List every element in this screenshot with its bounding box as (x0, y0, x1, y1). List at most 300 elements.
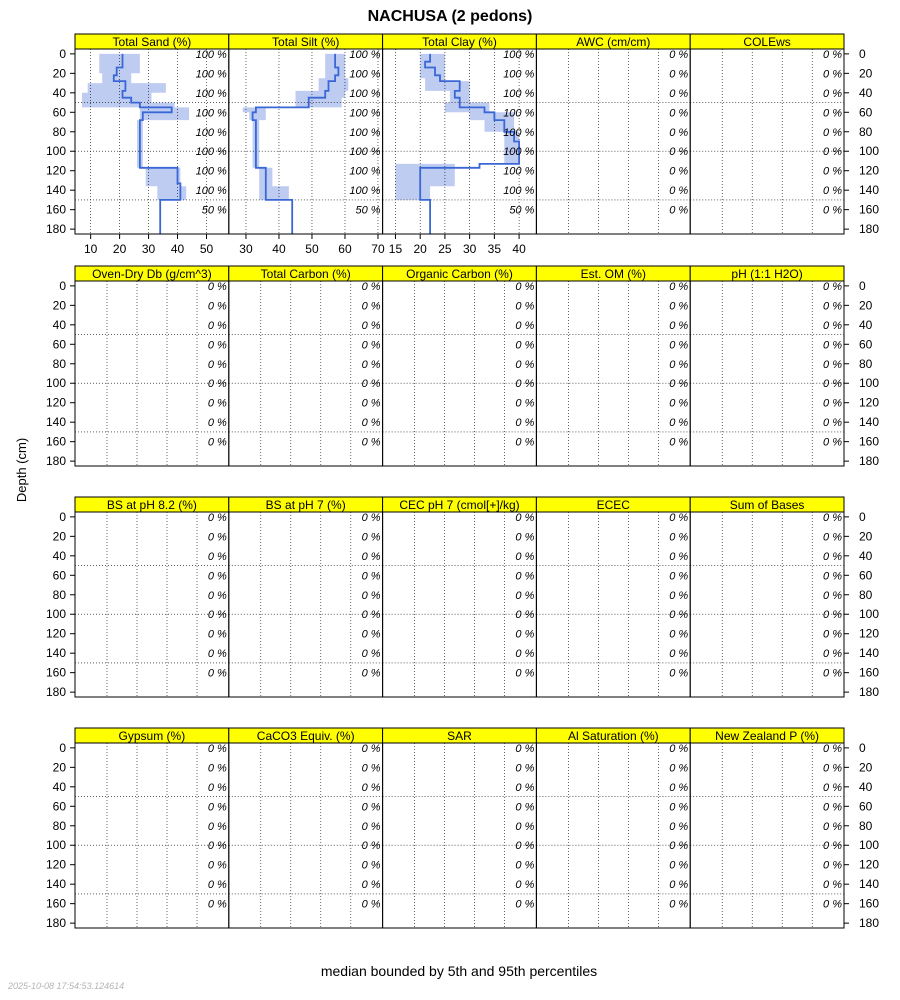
depth-tick-label-left: 80 (52, 818, 66, 833)
contributing-fraction-label: 0 % (823, 48, 842, 61)
panel (75, 728, 229, 928)
contributing-fraction-label: 0 % (361, 781, 381, 794)
depth-tick-label-left: 120 (45, 395, 66, 410)
contributing-fraction-label: 0 % (207, 762, 227, 775)
depth-tick-label-left: 20 (52, 298, 66, 313)
contributing-fraction-label: 0 % (361, 840, 381, 853)
contributing-fraction-label: 50 % (355, 204, 381, 217)
depth-tick-label-right: 140 (859, 877, 880, 892)
panel-border (690, 743, 844, 928)
contributing-fraction-label: 100 % (349, 48, 381, 61)
depth-tick-label-left: 60 (52, 799, 66, 814)
depth-tick-label-right: 180 (859, 685, 880, 700)
contributing-fraction-label: 100 % (195, 48, 227, 61)
panel-title: AWC (cm/cm) (576, 35, 651, 49)
panel-row-2 (46, 266, 879, 468)
depth-tick-label-left: 80 (52, 587, 66, 602)
chart-title: NACHUSA (2 pedons) (367, 8, 533, 25)
contributing-fraction-label: 0 % (823, 550, 842, 563)
contributing-fraction-label: 0 % (669, 378, 689, 391)
contributing-fraction-label: 0 % (361, 898, 381, 911)
contributing-fraction-label: 0 % (361, 801, 381, 814)
contributing-fraction-label: 0 % (361, 589, 381, 602)
contributing-fraction-label: 0 % (361, 397, 381, 410)
panel (383, 266, 537, 466)
contributing-fraction-label: 100 % (503, 165, 535, 178)
contributing-fraction-label: 0 % (823, 165, 842, 178)
depth-tick-label-left: 180 (45, 916, 66, 931)
contributing-fraction-label: 0 % (669, 609, 689, 622)
contributing-fraction-label: 0 % (515, 319, 535, 332)
panel-title: CEC pH 7 (cmol[+]/kg) (399, 498, 520, 512)
contributing-fraction-label: 0 % (669, 280, 689, 293)
contributing-fraction-label: 0 % (515, 436, 535, 449)
panel (536, 728, 690, 928)
contributing-fraction-label: 0 % (515, 781, 535, 794)
depth-tick-label-left: 120 (45, 857, 66, 872)
contributing-fraction-label: 0 % (823, 511, 842, 524)
depth-tick-label-right: 60 (859, 337, 873, 352)
contributing-fraction-label: 0 % (515, 648, 535, 661)
contributing-fraction-label: 0 % (669, 667, 689, 680)
contributing-fraction-label: 0 % (515, 589, 535, 602)
x-tick-label: 60 (338, 242, 352, 256)
contributing-fraction-label: 0 % (669, 300, 689, 313)
contributing-fraction-label: 0 % (361, 378, 381, 391)
depth-tick-label-right: 40 (859, 85, 873, 100)
panel-title: Al Saturation (%) (567, 729, 659, 743)
contributing-fraction-label: 0 % (361, 879, 381, 892)
depth-tick-label-right: 180 (859, 454, 880, 469)
contributing-fraction-label: 0 % (207, 358, 227, 371)
depth-tick-label-right: 180 (859, 916, 880, 931)
contributing-fraction-label: 0 % (823, 436, 842, 449)
depth-tick-label-left: 0 (59, 740, 66, 755)
panel-border (536, 743, 690, 928)
contributing-fraction-label: 0 % (361, 436, 381, 449)
contributing-fraction-label: 0 % (823, 840, 842, 853)
contributing-fraction-label: 0 % (669, 859, 689, 872)
contributing-fraction-label: 0 % (207, 840, 227, 853)
median-line (114, 54, 181, 234)
contributing-fraction-label: 0 % (669, 358, 689, 371)
panel-title: pH (1:1 H2O) (731, 267, 803, 281)
x-tick-label: 50 (199, 242, 214, 256)
depth-tick-label-right: 20 (859, 529, 873, 544)
contributing-fraction-label: 0 % (515, 417, 535, 430)
depth-tick-label-left: 40 (52, 85, 66, 100)
depth-tick-label-left: 120 (45, 163, 66, 178)
depth-tick-label-left: 20 (52, 760, 66, 775)
contributing-fraction-label: 0 % (361, 742, 381, 755)
panel-row-3 (46, 497, 879, 699)
panel-border (75, 512, 229, 697)
panel-border (383, 743, 537, 928)
depth-tick-label-left: 100 (45, 838, 66, 853)
panel-title: Total Silt (%) (272, 35, 340, 49)
depth-tick-label-left: 180 (45, 222, 66, 237)
contributing-fraction-label: 0 % (669, 820, 689, 833)
percentile-band (82, 54, 189, 200)
depth-tick-label-right: 20 (859, 760, 873, 775)
panel-title: Total Sand (%) (112, 35, 192, 49)
contributing-fraction-label: 0 % (823, 570, 842, 583)
percentile-band (396, 54, 520, 200)
panel-border (383, 512, 537, 697)
contributing-fraction-label: 0 % (361, 667, 381, 680)
panel-grid (46, 34, 879, 930)
depth-tick-label-right: 80 (859, 124, 873, 139)
contributing-fraction-label: 0 % (515, 859, 535, 872)
contributing-fraction-label: 0 % (823, 589, 842, 602)
contributing-fraction-label: 100 % (503, 107, 535, 120)
panel-border (536, 512, 690, 697)
contributing-fraction-label: 0 % (669, 648, 689, 661)
contributing-fraction-label: 0 % (669, 742, 689, 755)
contributing-fraction-label: 0 % (515, 609, 535, 622)
contributing-fraction-label: 0 % (207, 300, 227, 313)
contributing-fraction-label: 0 % (361, 319, 381, 332)
panel-title: Total Clay (%) (422, 35, 497, 49)
depth-tick-label-right: 140 (859, 415, 880, 430)
timestamp: 2025-10-08 17:54:53.124614 (8, 981, 125, 991)
contributing-fraction-label: 0 % (823, 667, 842, 680)
panel-title: BS at pH 7 (%) (265, 498, 346, 512)
contributing-fraction-label: 0 % (823, 898, 842, 911)
contributing-fraction-label: 0 % (361, 859, 381, 872)
contributing-fraction-label: 0 % (515, 898, 535, 911)
x-tick-label: 40 (170, 242, 185, 256)
contributing-fraction-label: 100 % (195, 146, 227, 159)
depth-tick-label-left: 140 (45, 415, 66, 430)
contributing-fraction-label: 0 % (669, 48, 689, 61)
contributing-fraction-label: 0 % (361, 280, 381, 293)
contributing-fraction-label: 100 % (195, 68, 227, 81)
panel-border (690, 49, 844, 234)
contributing-fraction-label: 100 % (503, 48, 535, 61)
depth-tick-label-left: 60 (52, 337, 66, 352)
contributing-fraction-label: 0 % (823, 300, 842, 313)
depth-tick-label-left: 160 (45, 434, 66, 449)
contributing-fraction-label: 0 % (823, 609, 842, 622)
contributing-fraction-label: 0 % (207, 628, 227, 641)
contributing-fraction-label: 0 % (669, 339, 689, 352)
x-tick-label: 50 (305, 242, 319, 256)
contributing-fraction-label: 0 % (669, 436, 689, 449)
contributing-fraction-label: 0 % (515, 280, 535, 293)
contributing-fraction-label: 0 % (823, 280, 842, 293)
panel-border (536, 281, 690, 466)
contributing-fraction-label: 0 % (207, 589, 227, 602)
contributing-fraction-label: 0 % (823, 820, 842, 833)
contributing-fraction-label: 0 % (515, 378, 535, 391)
y-axis-label: Depth (cm) (14, 437, 29, 503)
depth-tick-label-left: 0 (59, 46, 66, 61)
panel-border (536, 49, 690, 234)
depth-tick-label-left: 80 (52, 124, 66, 139)
x-tick-label: 20 (413, 242, 427, 256)
panel-title: Sum of Bases (729, 498, 805, 512)
contributing-fraction-label: 0 % (823, 801, 842, 814)
panel-title: Total Carbon (%) (260, 267, 351, 281)
depth-tick-label-right: 60 (859, 799, 873, 814)
depth-tick-label-left: 20 (52, 529, 66, 544)
contributing-fraction-label: 0 % (207, 339, 227, 352)
contributing-fraction-label: 100 % (503, 146, 535, 159)
contributing-fraction-label: 0 % (361, 417, 381, 430)
panel-border (75, 281, 229, 466)
contributing-fraction-label: 0 % (207, 609, 227, 622)
contributing-fraction-label: 0 % (515, 820, 535, 833)
depth-tick-label-left: 0 (59, 509, 66, 524)
panel (229, 728, 383, 928)
contributing-fraction-label: 0 % (361, 550, 381, 563)
depth-tick-label-left: 60 (52, 568, 66, 583)
panel (229, 34, 385, 256)
panel-title: SAR (447, 729, 472, 743)
contributing-fraction-label: 0 % (823, 417, 842, 430)
panel-border (229, 743, 383, 928)
contributing-fraction-label: 0 % (669, 511, 689, 524)
contributing-fraction-label: 0 % (669, 146, 689, 159)
panel-title: BS at pH 8.2 (%) (106, 498, 197, 512)
depth-tick-label-right: 160 (859, 202, 880, 217)
depth-tick-label-left: 60 (52, 105, 66, 120)
depth-tick-label-left: 160 (45, 665, 66, 680)
panel-border (690, 512, 844, 697)
contributing-fraction-label: 0 % (515, 550, 535, 563)
contributing-fraction-label: 0 % (669, 781, 689, 794)
panel (536, 34, 690, 234)
panel-title: Oven-Dry Db (g/cm^3) (92, 267, 212, 281)
depth-tick-label-left: 40 (52, 548, 66, 563)
chart-subtitle: median bounded by 5th and 95th percentiles (320, 963, 598, 979)
contributing-fraction-label: 0 % (207, 879, 227, 892)
contributing-fraction-label: 50 % (201, 204, 227, 217)
contributing-fraction-label: 0 % (207, 820, 227, 833)
contributing-fraction-label: 0 % (669, 550, 689, 563)
contributing-fraction-label: 0 % (207, 397, 227, 410)
contributing-fraction-label: 0 % (515, 879, 535, 892)
contributing-fraction-label: 0 % (823, 68, 842, 81)
contributing-fraction-label: 0 % (515, 511, 535, 524)
x-tick-label: 70 (371, 242, 385, 256)
depth-tick-label-right: 160 (859, 896, 880, 911)
contributing-fraction-label: 0 % (361, 511, 381, 524)
depth-tick-label-right: 60 (859, 568, 873, 583)
contributing-fraction-label: 0 % (207, 436, 227, 449)
x-tick-label: 30 (239, 242, 253, 256)
depth-tick-label-right: 0 (859, 509, 866, 524)
contributing-fraction-label: 0 % (669, 801, 689, 814)
contributing-fraction-label: 100 % (349, 165, 381, 178)
contributing-fraction-label: 0 % (515, 300, 535, 313)
contributing-fraction-label: 50 % (509, 204, 535, 217)
panel (229, 497, 383, 697)
contributing-fraction-label: 0 % (207, 898, 227, 911)
depth-tick-label-left: 140 (45, 646, 66, 661)
contributing-fraction-label: 0 % (361, 648, 381, 661)
x-tick-label: 30 (462, 242, 477, 256)
depth-tick-label-right: 80 (859, 356, 873, 371)
contributing-fraction-label: 0 % (669, 204, 689, 217)
contributing-fraction-label: 0 % (823, 378, 842, 391)
panel (690, 728, 844, 928)
depth-tick-label-left: 0 (59, 278, 66, 293)
depth-tick-label-left: 80 (52, 356, 66, 371)
depth-tick-label-right: 100 (859, 607, 880, 622)
contributing-fraction-label: 0 % (361, 762, 381, 775)
contributing-fraction-label: 0 % (823, 339, 842, 352)
contributing-fraction-label: 0 % (823, 185, 842, 198)
contributing-fraction-label: 0 % (361, 609, 381, 622)
panel-title: Organic Carbon (%) (406, 267, 513, 281)
depth-tick-label-left: 20 (52, 66, 66, 81)
contributing-fraction-label: 0 % (207, 781, 227, 794)
x-tick-label: 10 (83, 242, 98, 256)
contributing-fraction-label: 0 % (669, 531, 689, 544)
contributing-fraction-label: 0 % (823, 358, 842, 371)
contributing-fraction-label: 0 % (515, 570, 535, 583)
panel-title: COLEws (743, 35, 791, 49)
contributing-fraction-label: 0 % (515, 742, 535, 755)
contributing-fraction-label: 0 % (515, 531, 535, 544)
contributing-fraction-label: 0 % (669, 762, 689, 775)
contributing-fraction-label: 100 % (195, 107, 227, 120)
panel (383, 728, 537, 928)
depth-tick-label-left: 100 (45, 607, 66, 622)
depth-tick-label-right: 120 (859, 163, 880, 178)
contributing-fraction-label: 0 % (823, 319, 842, 332)
contributing-fraction-label: 0 % (669, 107, 689, 120)
panel (690, 34, 844, 234)
contributing-fraction-label: 0 % (669, 165, 689, 178)
contributing-fraction-label: 0 % (207, 531, 227, 544)
contributing-fraction-label: 0 % (515, 339, 535, 352)
contributing-fraction-label: 0 % (823, 628, 842, 641)
contributing-fraction-label: 0 % (669, 68, 689, 81)
x-tick-label: 30 (141, 242, 156, 256)
contributing-fraction-label: 0 % (669, 185, 689, 198)
x-tick-label: 25 (438, 242, 452, 256)
contributing-fraction-label: 100 % (503, 87, 535, 100)
depth-tick-label-right: 120 (859, 857, 880, 872)
depth-tick-label-left: 40 (52, 317, 66, 332)
depth-tick-label-right: 160 (859, 434, 880, 449)
panel-border (75, 743, 229, 928)
contributing-fraction-label: 0 % (669, 87, 689, 100)
contributing-fraction-label: 0 % (669, 628, 689, 641)
depth-tick-label-left: 160 (45, 896, 66, 911)
contributing-fraction-label: 0 % (823, 531, 842, 544)
contributing-fraction-label: 100 % (195, 165, 227, 178)
contributing-fraction-label: 0 % (823, 146, 842, 159)
panel-title: Gypsum (%) (118, 729, 186, 743)
panel (536, 497, 690, 697)
contributing-fraction-label: 100 % (195, 87, 227, 100)
contributing-fraction-label: 0 % (823, 107, 842, 120)
panel (536, 266, 690, 466)
panel-title: Est. OM (%) (580, 267, 646, 281)
contributing-fraction-label: 0 % (669, 840, 689, 853)
depth-tick-label-left: 120 (45, 626, 66, 641)
panel (75, 266, 229, 466)
x-tick-label: 35 (487, 242, 502, 256)
depth-tick-label-left: 100 (45, 376, 66, 391)
panel (383, 34, 537, 256)
depth-tick-label-right: 80 (859, 818, 873, 833)
contributing-fraction-label: 0 % (515, 358, 535, 371)
panel (229, 266, 383, 466)
depth-tick-label-right: 0 (859, 46, 866, 61)
contributing-fraction-label: 0 % (823, 126, 842, 139)
contributing-fraction-label: 0 % (823, 204, 842, 217)
contributing-fraction-label: 0 % (515, 801, 535, 814)
contributing-fraction-label: 100 % (195, 126, 227, 139)
depth-tick-label-right: 60 (859, 105, 873, 120)
depth-tick-label-right: 140 (859, 183, 880, 198)
depth-tick-label-right: 180 (859, 222, 880, 237)
depth-tick-label-right: 160 (859, 665, 880, 680)
contributing-fraction-label: 0 % (207, 859, 227, 872)
contributing-fraction-label: 0 % (669, 879, 689, 892)
panel-border (229, 512, 383, 697)
contributing-fraction-label: 100 % (349, 107, 381, 120)
panel (690, 497, 844, 697)
depth-tick-label-right: 0 (859, 740, 866, 755)
depth-tick-label-right: 100 (859, 144, 880, 159)
panel-border (690, 281, 844, 466)
contributing-fraction-label: 0 % (823, 397, 842, 410)
panel (75, 497, 229, 697)
contributing-fraction-label: 0 % (207, 648, 227, 661)
contributing-fraction-label: 0 % (823, 742, 842, 755)
contributing-fraction-label: 0 % (207, 667, 227, 680)
panel-row-4 (46, 728, 879, 930)
contributing-fraction-label: 0 % (207, 742, 227, 755)
contributing-fraction-label: 0 % (823, 762, 842, 775)
depth-tick-label-right: 140 (859, 646, 880, 661)
contributing-fraction-label: 0 % (207, 801, 227, 814)
contributing-fraction-label: 0 % (669, 589, 689, 602)
contributing-fraction-label: 0 % (207, 280, 227, 293)
contributing-fraction-label: 0 % (207, 550, 227, 563)
depth-tick-label-left: 140 (45, 183, 66, 198)
depth-tick-label-right: 40 (859, 548, 873, 563)
contributing-fraction-label: 0 % (515, 762, 535, 775)
panel (690, 266, 844, 466)
contributing-fraction-label: 100 % (349, 185, 381, 198)
contributing-fraction-label: 100 % (503, 185, 535, 198)
panel-title: New Zealand P (%) (715, 729, 820, 743)
contributing-fraction-label: 0 % (207, 417, 227, 430)
contributing-fraction-label: 0 % (361, 531, 381, 544)
percentile-band (243, 54, 349, 200)
contributing-fraction-label: 0 % (207, 570, 227, 583)
depth-tick-label-right: 40 (859, 317, 873, 332)
contributing-fraction-label: 0 % (361, 300, 381, 313)
contributing-fraction-label: 0 % (823, 87, 842, 100)
depth-tick-label-left: 140 (45, 877, 66, 892)
contributing-fraction-label: 0 % (361, 570, 381, 583)
panel-border (383, 281, 537, 466)
contributing-fraction-label: 0 % (669, 417, 689, 430)
panel-title: ECEC (596, 498, 630, 512)
depth-tick-label-right: 20 (859, 298, 873, 313)
depth-tick-label-left: 40 (52, 779, 66, 794)
depth-tick-label-right: 100 (859, 838, 880, 853)
contributing-fraction-label: 0 % (515, 628, 535, 641)
